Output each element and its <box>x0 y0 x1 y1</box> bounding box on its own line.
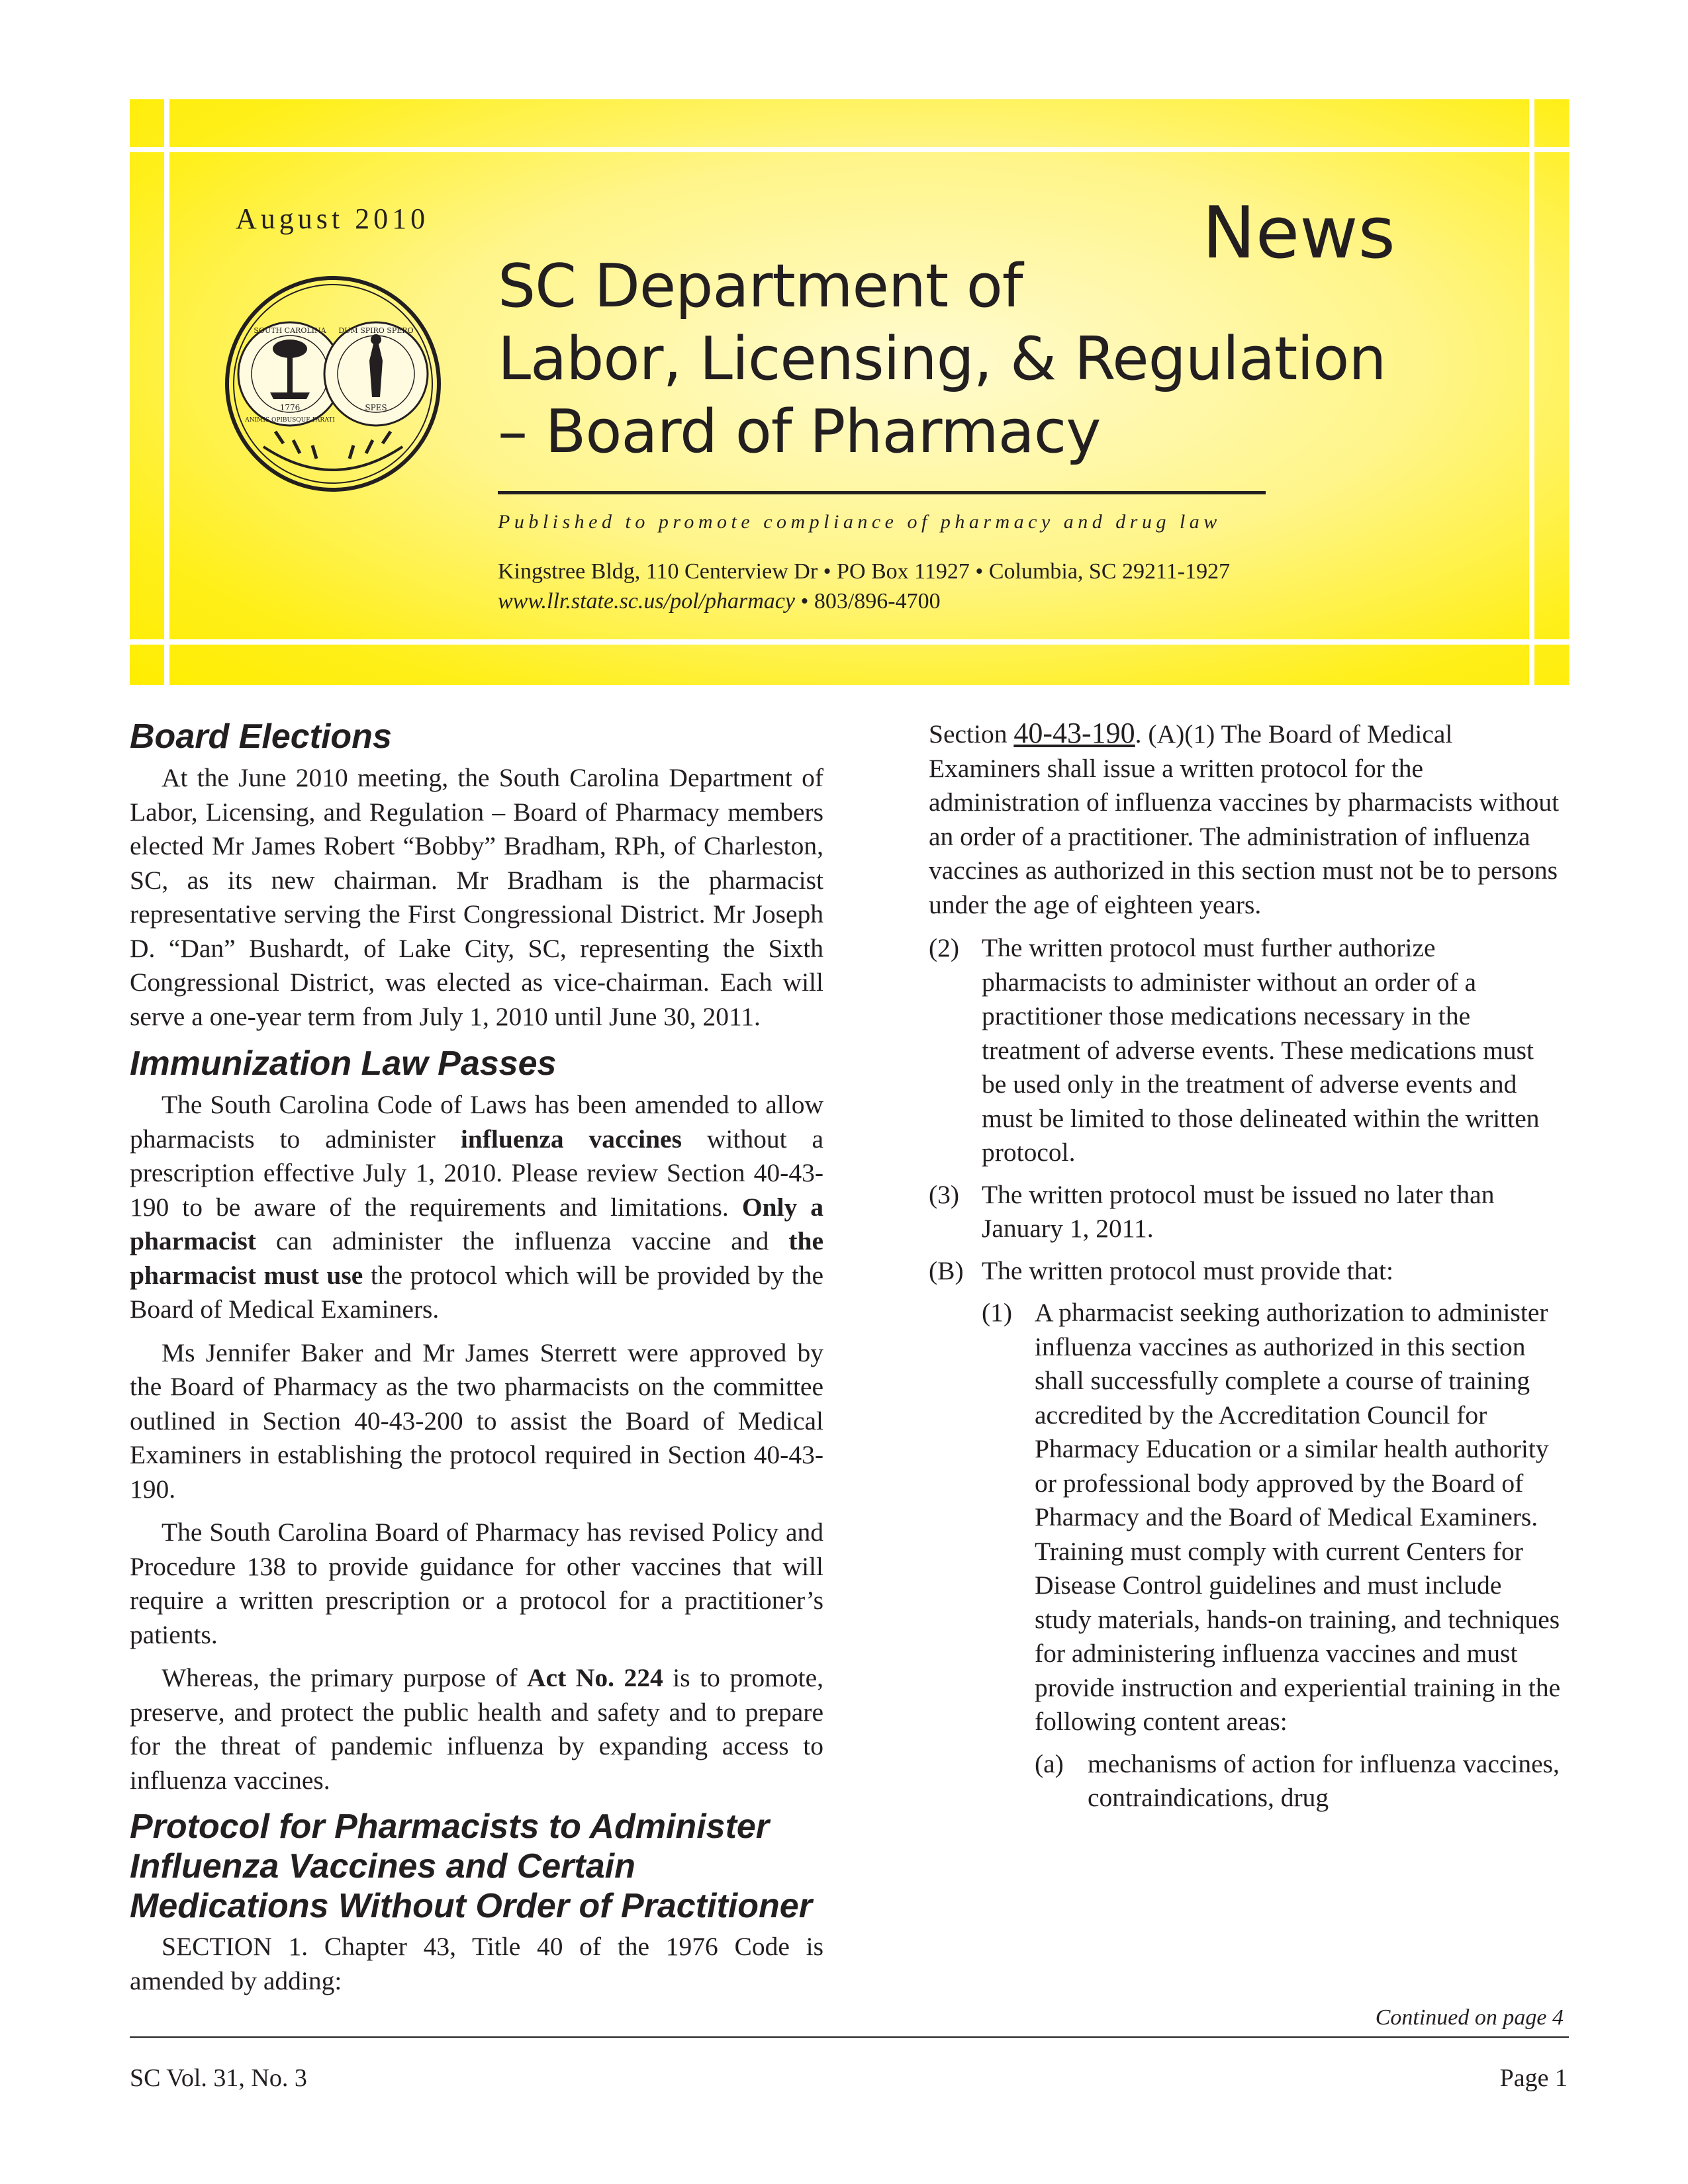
item-number: (a) <box>1035 1749 1064 1778</box>
title-line-3: – Board of Pharmacy <box>498 397 1101 467</box>
tagline: Published to promote compliance of pharmacy and drug law <box>498 511 1221 533</box>
paragraph <box>130 1088 823 1327</box>
title-line-2: Labor, Licensing, & Regulation <box>498 324 1386 394</box>
title-rule <box>498 491 1266 494</box>
heading-protocol: Protocol for Pharmacists to Administer Influenza Vaccines and Certain Medications Without Order of Practitioner <box>130 1807 812 1925</box>
paragraph: SECTION 1. Chapter 43, Title 40 of the 1976 Code is amended by adding: <box>130 1932 823 1995</box>
item-text: The written protocol must further authorize pharmacists to administer without an order of a practitioner those medications necessary in the treatment of adverse events. These medications must be used only in the treatment of adverse events and must be limited to those delineated within the written protocol. <box>982 933 1540 1167</box>
item-text: mechanisms of action for influenza vaccines, contraindications, drug <box>1088 1749 1560 1812</box>
masthead <box>130 99 1569 685</box>
heading-immunization-law: Immunization Law Passes <box>130 1044 557 1083</box>
text: Section <box>929 719 1014 749</box>
item-number: (1) <box>982 1298 1013 1327</box>
contact-line <box>498 589 941 614</box>
item-number: (3) <box>929 1179 960 1209</box>
seal-motto: DUM SPIRO SPERO <box>338 326 414 335</box>
text: The South Carolina Code of Laws has been amended to allow pharmacists to administer <box>130 1090 823 1154</box>
paragraph: The South Carolina Board of Pharmacy has revised Policy and Procedure 138 to provide guidance for other vaccines that will require a written prescription or a protocol for a practitioner’s patients. <box>130 1518 823 1649</box>
list-item <box>982 1296 1564 1739</box>
address: Kingstree Bldg, 110 Centerview Dr • PO Box 11927 • Columbia, SC 29211-1927 <box>498 559 1231 584</box>
section-link[interactable]: 40-43-190 <box>1013 717 1135 749</box>
paragraph: At the June 2010 meeting, the South Carolina Department of Labor, Licensing, and Regulation – Board of Pharmacy members elected Mr James Robert “Bobby” Bradham, RPh, of Charleston, SC, as its new chairman. Mr Bradham is the pharmacist representative serving the First Congressional District. Mr Joseph D. “Dan” Bushardt, of Lake City, SC, representing the Sixth Congressional District, was elected as vice-chairman. Each will serve a one-year term from July 1, 2010 until June 30, 2011. <box>130 763 823 1031</box>
heading-board-elections: Board Elections <box>130 717 392 756</box>
continued-note: Continued on page 4 <box>1375 2005 1564 2030</box>
seal-spes: SPES <box>365 403 387 412</box>
item-text: The written protocol must be issued no later than January 1, 2011. <box>982 1179 1495 1243</box>
website-link[interactable]: www.llr.state.sc.us/pol/pharmacy <box>498 589 795 614</box>
footer-rule <box>130 2036 1569 2038</box>
list-item <box>929 1254 1564 1289</box>
bold-text: Only a pharmacist <box>130 1192 823 1255</box>
item-number: (B) <box>929 1255 964 1285</box>
list-item <box>1035 1747 1564 1815</box>
bold-text: Act No. 224 <box>527 1663 663 1692</box>
frame-line <box>130 147 1569 152</box>
text: the protocol which will be provided by the Board of Medical Examiners. <box>130 1260 823 1324</box>
frame-line <box>164 99 169 685</box>
issue-date: August 2010 <box>236 203 430 235</box>
item-number: (2) <box>929 933 960 962</box>
text: . (A)(1) The Board of Medical Examiners shall issue a written protocol for the administration of influenza vaccines by pharmacists without an order of a practitioner. The administration of influenza vaccines as authorized in this section must not be to persons under the age of eighteen years. <box>929 719 1560 919</box>
paragraph <box>130 1661 823 1797</box>
paragraph: Ms Jennifer Baker and Mr James Sterrett were approved by the Board of Pharmacy as the two pharmacists on the committee outlined in Section 40-43-200 to assist the Board of Medical Examiners in establishing the protocol required in Section 40-43-190. <box>130 1338 823 1504</box>
right-column <box>929 716 1564 1823</box>
text: Whereas, the primary purpose of <box>162 1663 528 1692</box>
seal-text-bottom: ANIMIS OPIBUSQUE PARATI <box>245 417 335 424</box>
state-seal-icon <box>224 275 442 493</box>
bold-text: influenza vaccines <box>460 1124 682 1154</box>
list-item <box>929 931 1564 1170</box>
item-text: A pharmacist seeking authorization to administer influenza vaccines as authorized in this section shall successfully complete a course of training accredited by the Accreditation Council for Pharmacy Education or a similar health authority or professional body approved by the Board of Pharmacy and the Board of Medical Examiners. Training must comply with current Centers for Disease Control guidelines and must include study materials, hands-on training, and techniques for administering influenza vaccines and must provide instruction and experiential training in the following content areas: <box>1035 1298 1561 1736</box>
text: is to promote, preserve, and protect the public health and safety and to prepare for the threat of pandemic influenza by expanding access to influenza vaccines. <box>130 1663 823 1795</box>
item-text: The written protocol must provide that: <box>982 1255 1393 1285</box>
paragraph <box>929 716 1564 922</box>
seal-year: 1776 <box>279 403 301 412</box>
frame-line <box>1529 99 1534 685</box>
bold-text: the pharmacist must use <box>130 1226 823 1290</box>
text: can administer the influenza vaccine and <box>256 1226 789 1255</box>
page-number: Page 1 <box>1499 2064 1568 2092</box>
list-item <box>929 1178 1564 1246</box>
phone: • 803/896-4700 <box>794 589 941 614</box>
seal-text: SOUTH CAROLINA <box>254 326 326 335</box>
text: without a prescription effective July 1, 2010. Please review Section 40-43-190 to be aware of the requirements and limitations. <box>130 1124 823 1222</box>
volume-info: SC Vol. 31, No. 3 <box>130 2064 307 2092</box>
left-column <box>130 716 823 2007</box>
frame-line <box>130 639 1569 645</box>
title-line-1: SC Department of <box>498 251 1023 321</box>
news-label: News <box>1202 192 1395 275</box>
